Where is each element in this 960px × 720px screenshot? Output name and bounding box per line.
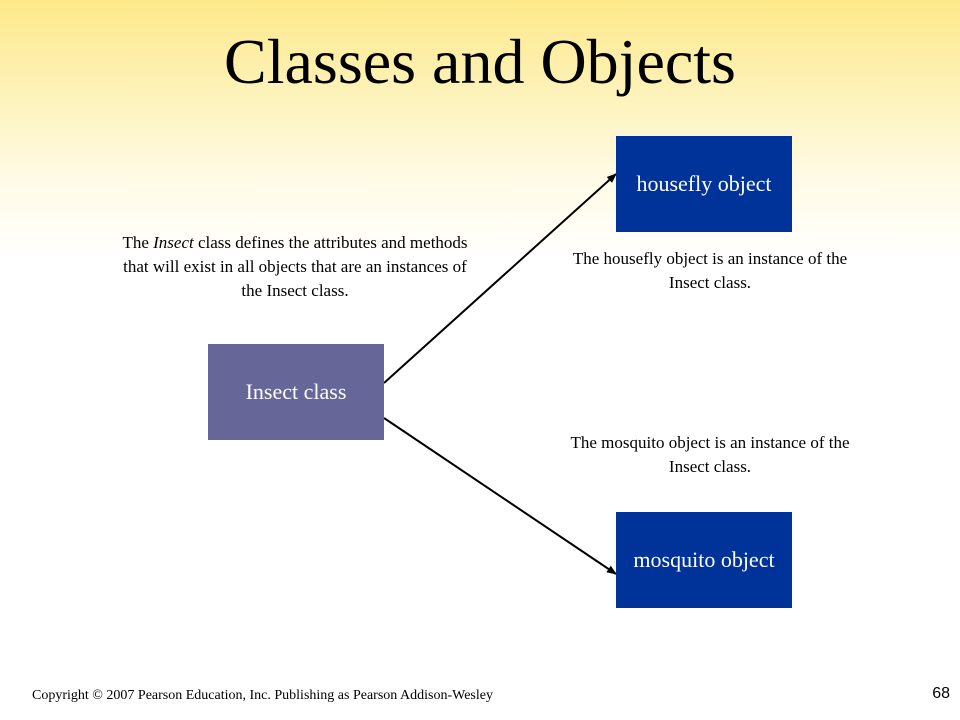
slide-title: Classes and Objects [224,26,736,97]
housefly-note: The housefly object is an instance of the Insect class. [572,249,848,292]
mosquito-object-label: mosquito object [633,547,775,572]
class-note-rest: class defines the attributes and methods that will exist in all objects that are an instances of the Insect class. [123,233,468,300]
mosquito-object-box [616,512,792,608]
housefly-object-box [616,136,792,232]
page-number: 68 [932,685,950,702]
arrow-to-mosquito [384,418,616,574]
mosquito-note: The mosquito object is an instance of the Insect class. [570,433,850,476]
copyright-footer: Copyright © 2007 Pearson Education, Inc. Publishing as Pearson Addison-Wesley [32,688,493,703]
insect-class-label: Insect class [245,379,347,404]
insect-class-box [208,344,384,440]
class-note-prefix: The [122,233,154,252]
housefly-object-label: housefly object [636,171,772,196]
arrow-to-housefly [384,174,616,383]
class-note-emphasis: Insect [153,233,194,252]
